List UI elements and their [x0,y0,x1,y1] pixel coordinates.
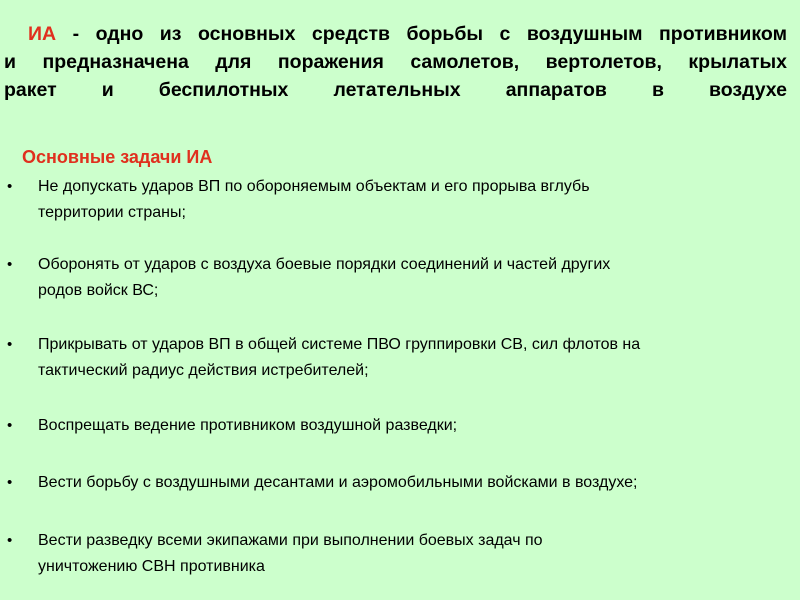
task-text [38,528,798,580]
task-text [38,332,798,384]
task-line-2: территории страны; [38,204,186,221]
intro-line-1 [4,20,787,48]
tasks-heading: Основные задачи ИА [22,147,213,167]
intro-line-1-text: - одно из основных средств борьбы с воздушным противником [56,23,787,45]
task-text [38,470,798,496]
task-text [38,252,798,304]
bullet-icon: • [7,336,13,353]
intro-line-2: и предназначена для поражения самолетов, вертолетов, крылатых [4,51,787,73]
task-line-2: уничтожению СВН противника [38,558,265,575]
task-line-1: Воспрещать ведение противником воздушной разведки; [38,417,458,434]
intro-abbreviation: ИА [28,23,57,45]
bullet-icon: • [7,532,13,549]
intro-paragraph [4,20,787,104]
task-text [38,413,798,439]
task-line-2: тактический радиус действия истребителей; [38,362,369,379]
bullet-icon: • [7,256,13,273]
task-line-1: Оборонять от ударов с воздуха боевые порядки соединений и частей других [38,256,611,273]
task-line-1: Прикрывать от ударов ВП в общей системе ПВО группировки СВ, сил флотов на [38,336,641,353]
task-text [38,174,798,226]
intro-line-3: ракет и беспилотных летательных аппаратов в воздухе [4,79,787,101]
bullet-icon: • [7,474,13,491]
bullet-icon: • [7,178,13,195]
bullet-icon: • [7,417,13,434]
task-line-1: Вести разведку всеми экипажами при выполнении боевых задач по [38,532,543,549]
task-line-2: родов войск ВС; [38,282,159,299]
task-line-1: Вести борьбу с воздушными десантами и аэромобильными войсками в воздухе; [38,474,638,491]
task-line-1: Не допускать ударов ВП по обороняемым объектам и его прорыва вглубь [38,178,590,195]
